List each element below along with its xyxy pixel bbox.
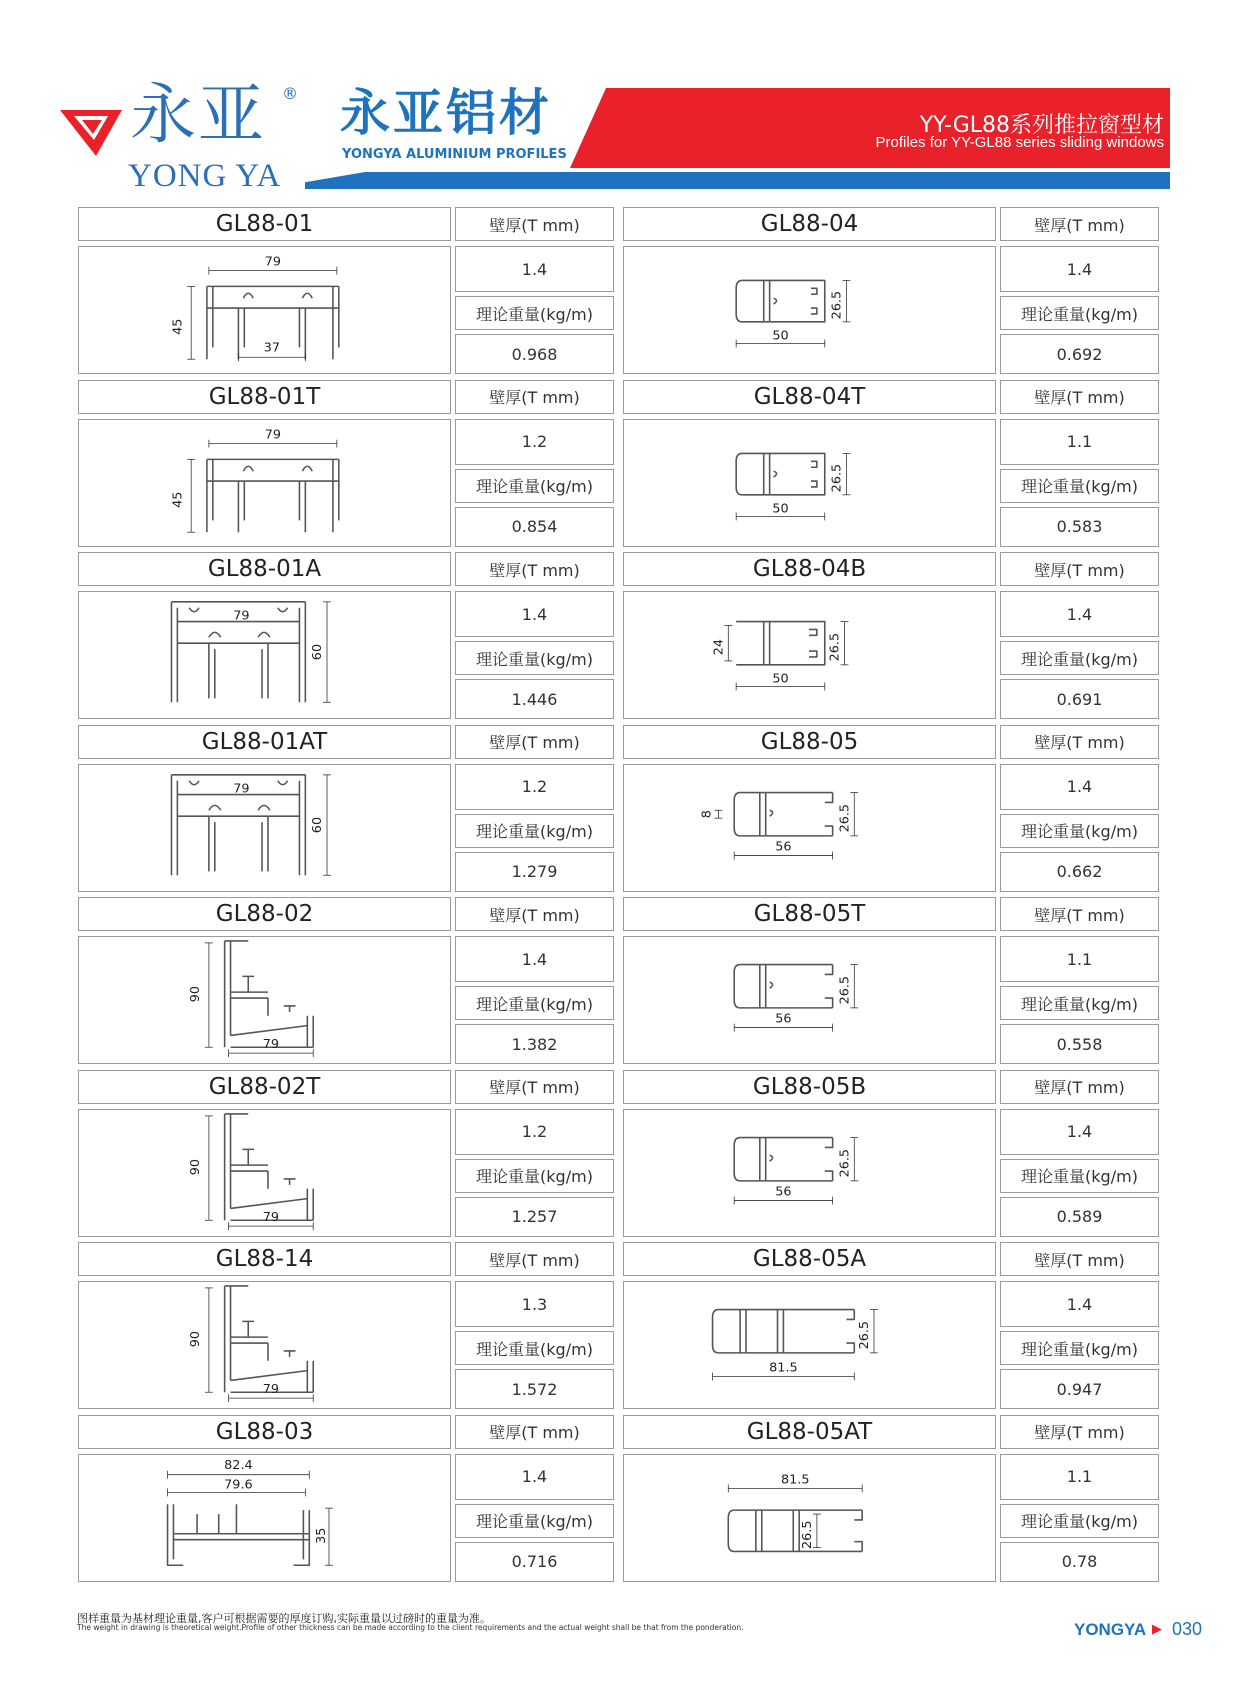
profile-cross-section-gl88-05at — [624, 1455, 995, 1581]
profile-cross-section-gl88-01at — [79, 765, 450, 891]
profile-code-gl88-05at: GL88-05AT — [623, 1415, 996, 1449]
profile-outline — [854, 1510, 862, 1551]
thickness-label: 壁厚(T mm) — [1000, 1415, 1159, 1449]
profile-outline — [728, 1510, 734, 1551]
profile-outline — [770, 810, 773, 816]
thickness-value: 1.4 — [455, 246, 614, 292]
weight-label: 理论重量(kg/m) — [1000, 986, 1159, 1020]
thickness-value: 1.2 — [455, 764, 614, 810]
dimension-label: 79.6 — [224, 1476, 253, 1492]
profile-outline — [238, 308, 244, 359]
weight-label: 理论重量(kg/m) — [1000, 1159, 1159, 1193]
profile-code-gl88-01at: GL88-01AT — [78, 725, 451, 759]
thickness-value: 1.1 — [1000, 419, 1159, 465]
profile-drawing-gl88-05b — [623, 1109, 996, 1237]
footer-brand: YONGYA — [1074, 1620, 1147, 1639]
profile-outline — [177, 622, 299, 644]
profile-outline — [231, 1149, 268, 1171]
weight-label: 理论重量(kg/m) — [455, 1159, 614, 1193]
profile-outline — [299, 308, 305, 359]
thickness-label: 壁厚(T mm) — [1000, 207, 1159, 241]
profile-drawing-gl88-04 — [623, 246, 996, 374]
profile-code-gl88-04t: GL88-04T — [623, 380, 996, 414]
profile-outline — [207, 286, 339, 308]
dimension-label: 50 — [772, 671, 789, 687]
profile-drawing-gl88-05a — [623, 1281, 996, 1409]
dimension-label: 35 — [314, 1527, 330, 1544]
profile-outline — [825, 965, 833, 1008]
profile-cross-section-gl88-01a — [79, 592, 450, 718]
thickness-label: 壁厚(T mm) — [455, 1242, 614, 1276]
profile-outline — [793, 1510, 799, 1551]
thickness-label: 壁厚(T mm) — [455, 897, 614, 931]
profile-cross-section-gl88-14 — [79, 1282, 450, 1408]
weight-label: 理论重量(kg/m) — [455, 814, 614, 848]
profile-outline — [764, 280, 770, 321]
profile-outline — [736, 622, 825, 665]
profile-outline — [209, 816, 268, 871]
weight-value: 0.589 — [1000, 1197, 1159, 1237]
profile-outline — [231, 976, 268, 998]
profile-drawing-gl88-01 — [78, 246, 451, 374]
brand-title-english: YONGYA ALUMINIUM PROFILES — [342, 147, 567, 162]
dimension-label: 26.5 — [827, 632, 843, 662]
thickness-value: 1.4 — [1000, 246, 1159, 292]
dimension-label: 50 — [772, 501, 789, 517]
profile-code-gl88-01: GL88-01 — [78, 207, 451, 241]
thickness-value: 1.4 — [455, 591, 614, 637]
profile-outline — [333, 286, 339, 359]
profile-outline — [734, 792, 740, 835]
profile-outline — [225, 1113, 249, 1219]
thickness-value: 1.1 — [1000, 936, 1159, 982]
thickness-value: 1.2 — [455, 419, 614, 465]
dimension-label: 79 — [264, 254, 281, 270]
logo-chinese: 永亚 — [130, 76, 266, 153]
profile-code-gl88-05a: GL88-05A — [623, 1242, 996, 1276]
weight-value: 1.279 — [455, 852, 614, 892]
profile-outline — [209, 643, 268, 698]
page-number: 030 — [1172, 1619, 1203, 1639]
weight-label: 理论重量(kg/m) — [455, 1504, 614, 1538]
profile-outline — [734, 1510, 862, 1551]
dimension-label: 82.4 — [224, 1457, 253, 1473]
weight-value: 1.446 — [455, 679, 614, 719]
thickness-value: 1.4 — [1000, 764, 1159, 810]
profile-code-gl88-14: GL88-14 — [78, 1242, 451, 1276]
profile-drawing-gl88-04b — [623, 591, 996, 719]
profile-outline — [774, 471, 777, 477]
dimension-label: 45 — [170, 318, 186, 335]
dimension-label: 60 — [310, 816, 326, 833]
thickness-label: 壁厚(T mm) — [455, 380, 614, 414]
profile-outline — [168, 1504, 310, 1565]
profile-drawing-gl88-01at — [78, 764, 451, 892]
thickness-value: 1.4 — [1000, 1109, 1159, 1155]
profile-outline — [778, 1310, 784, 1353]
profile-outline — [207, 286, 213, 359]
yongya-logo-icon — [60, 110, 122, 160]
dimension-label: 79 — [262, 1209, 280, 1225]
dimension-label: 81.5 — [780, 1472, 810, 1488]
thickness-label: 壁厚(T mm) — [455, 1415, 614, 1449]
weight-value: 0.558 — [1000, 1024, 1159, 1064]
dimension-label: 26.5 — [837, 1148, 853, 1177]
profile-cross-section-gl88-02t — [79, 1110, 450, 1236]
profile-drawing-gl88-01a — [78, 591, 451, 719]
dimension-label: 79 — [262, 1382, 280, 1398]
profile-cross-section-gl88-05b — [624, 1110, 995, 1236]
brand-title-chinese: 永亚铝材 — [340, 84, 552, 142]
profile-code-gl88-05: GL88-05 — [623, 725, 996, 759]
profile-code-gl88-02: GL88-02 — [78, 897, 451, 931]
dimension-label: 90 — [188, 1330, 204, 1348]
thickness-label: 壁厚(T mm) — [1000, 552, 1159, 586]
profile-drawing-gl88-05t — [623, 936, 996, 1064]
profile-outline — [740, 965, 833, 1008]
dimension-label: 79 — [264, 427, 281, 443]
dimension-label: 26.5 — [799, 1520, 815, 1549]
profile-outline — [742, 453, 825, 494]
dimension-label: 90 — [188, 985, 204, 1003]
profile-cross-section-gl88-01 — [79, 247, 450, 373]
profile-outline — [846, 1310, 854, 1353]
thickness-value: 1.4 — [1000, 1281, 1159, 1327]
weight-value: 1.382 — [455, 1024, 614, 1064]
profile-outline — [736, 453, 742, 494]
dimension-label: 60 — [310, 643, 326, 661]
profile-drawing-gl88-05 — [623, 764, 996, 892]
profile-drawing-gl88-01t — [78, 419, 451, 547]
profile-outline — [207, 459, 213, 532]
weight-label: 理论重量(kg/m) — [455, 469, 614, 503]
profile-outline — [238, 481, 244, 532]
profile-outline — [713, 1310, 719, 1353]
weight-value: 1.572 — [455, 1369, 614, 1409]
thickness-label: 壁厚(T mm) — [1000, 1070, 1159, 1104]
thickness-label: 壁厚(T mm) — [455, 552, 614, 586]
thickness-value: 1.2 — [455, 1109, 614, 1155]
weight-label: 理论重量(kg/m) — [1000, 814, 1159, 848]
profile-outline — [825, 792, 833, 835]
weight-value: 1.257 — [455, 1197, 614, 1237]
dimension-label: 79 — [262, 1037, 280, 1053]
profile-drawing-gl88-04t — [623, 419, 996, 547]
profile-outline — [809, 629, 817, 657]
profile-cross-section-gl88-04 — [624, 247, 995, 373]
profile-outline — [764, 453, 770, 494]
weight-value: 0.692 — [1000, 334, 1159, 374]
dimension-label: 8 — [699, 809, 715, 818]
profile-outline — [742, 280, 825, 321]
profile-outline — [177, 794, 299, 816]
profile-outline — [207, 459, 339, 481]
weight-value: 0.947 — [1000, 1369, 1159, 1409]
profile-code-gl88-05b: GL88-05B — [623, 1070, 996, 1104]
thickness-label: 壁厚(T mm) — [455, 1070, 614, 1104]
profile-outline — [760, 965, 766, 1008]
dimension-label: 37 — [263, 340, 281, 356]
profile-code-gl88-04b: GL88-04B — [623, 552, 996, 586]
weight-value: 0.78 — [1000, 1542, 1159, 1582]
series-title-english: Profiles for YY-GL88 series sliding windows — [875, 134, 1164, 151]
dimension-label: 45 — [170, 491, 186, 508]
profile-outline — [333, 459, 339, 532]
profile-outline — [756, 1510, 762, 1551]
dimension-label: 56 — [775, 1011, 792, 1027]
weight-label: 理论重量(kg/m) — [455, 1331, 614, 1365]
footer-note-english: The weight in drawing is theoretical weight.Profile of other thickness can be made according to the client requirements and the actual weight shall be that from the ponderation. — [77, 1623, 744, 1632]
logo-english: YONG YA — [128, 158, 282, 194]
profile-cross-section-gl88-02 — [79, 937, 450, 1063]
weight-value: 0.662 — [1000, 852, 1159, 892]
dimension-label: 24 — [711, 638, 727, 656]
profile-outline — [197, 1504, 309, 1565]
profile-drawing-gl88-02t — [78, 1109, 451, 1237]
profile-outline — [299, 481, 305, 532]
weight-value: 0.716 — [455, 1542, 614, 1582]
profile-outline — [825, 1137, 833, 1180]
weight-label: 理论重量(kg/m) — [1000, 1504, 1159, 1538]
profile-code-gl88-05t: GL88-05T — [623, 897, 996, 931]
dimension-label: 79 — [233, 781, 250, 797]
weight-label: 理论重量(kg/m) — [1000, 1331, 1159, 1365]
profile-outline — [811, 288, 817, 314]
thickness-label: 壁厚(T mm) — [1000, 380, 1159, 414]
thickness-value: 1.4 — [455, 936, 614, 982]
dimension-label: 26.5 — [837, 975, 853, 1005]
profile-outline — [225, 1286, 249, 1392]
dimension-label: 50 — [772, 328, 789, 344]
profile-outline — [734, 1137, 740, 1180]
profile-outline — [231, 1321, 268, 1343]
dimension-label: 79 — [233, 608, 250, 624]
profile-outline — [770, 982, 773, 988]
thickness-label: 壁厚(T mm) — [455, 207, 614, 241]
weight-label: 理论重量(kg/m) — [1000, 296, 1159, 330]
thickness-value: 1.1 — [1000, 1454, 1159, 1500]
profile-cross-section-gl88-05a — [624, 1282, 995, 1408]
profile-outline — [243, 466, 312, 471]
footer-note-chinese: 图样重量为基材理论重量,客户可根据需要的厚度订购,实际重量以过磅时的重量为准。 — [77, 1612, 491, 1625]
profile-code-gl88-01t: GL88-01T — [78, 380, 451, 414]
profile-outline — [760, 792, 766, 835]
thickness-label: 壁厚(T mm) — [1000, 1242, 1159, 1276]
dimension-label: 26.5 — [829, 290, 845, 320]
series-title-chinese: YY-GL88系列推拉窗型材 — [919, 113, 1164, 138]
dimension-label: 81.5 — [769, 1360, 798, 1376]
thickness-value: 1.4 — [1000, 591, 1159, 637]
profile-outline — [740, 1310, 746, 1353]
weight-value: 0.691 — [1000, 679, 1159, 719]
profile-drawing-gl88-02 — [78, 936, 451, 1064]
thickness-value: 1.3 — [455, 1281, 614, 1327]
dimension-label: 26.5 — [857, 1320, 873, 1350]
dimension-label: 26.5 — [829, 463, 845, 492]
profile-outline — [734, 965, 740, 1008]
profile-drawing-gl88-14 — [78, 1281, 451, 1409]
profile-outline — [243, 293, 312, 298]
profile-outline — [740, 1137, 833, 1180]
profile-outline — [811, 461, 817, 487]
registered-mark: ® — [282, 84, 298, 103]
thickness-label: 壁厚(T mm) — [455, 725, 614, 759]
profile-code-gl88-01a: GL88-01A — [78, 552, 451, 586]
profile-outline — [225, 941, 249, 1047]
thickness-label: 壁厚(T mm) — [1000, 725, 1159, 759]
profile-outline — [740, 792, 833, 835]
profile-outline — [736, 280, 742, 321]
profile-outline — [760, 1137, 766, 1180]
profile-cross-section-gl88-04t — [624, 420, 995, 546]
weight-label: 理论重量(kg/m) — [455, 986, 614, 1020]
profile-code-gl88-02t: GL88-02T — [78, 1070, 451, 1104]
profile-code-gl88-03: GL88-03 — [78, 1415, 451, 1449]
dimension-label: 56 — [775, 1184, 792, 1200]
dimension-label: 90 — [188, 1158, 204, 1175]
profile-cross-section-gl88-03 — [79, 1455, 450, 1581]
profile-drawing-gl88-05at — [623, 1454, 996, 1582]
profile-drawing-gl88-03 — [78, 1454, 451, 1582]
thickness-label: 壁厚(T mm) — [1000, 897, 1159, 931]
profile-code-gl88-04: GL88-04 — [623, 207, 996, 241]
profile-cross-section-gl88-05 — [624, 765, 995, 891]
dimension-label: 56 — [775, 839, 792, 855]
weight-label: 理论重量(kg/m) — [455, 641, 614, 675]
profile-outline — [718, 1310, 854, 1353]
weight-label: 理论重量(kg/m) — [1000, 641, 1159, 675]
profile-outline — [774, 298, 777, 304]
page-arrow-icon: ▶ — [1152, 1622, 1162, 1637]
thickness-value: 1.4 — [455, 1454, 614, 1500]
profile-outline — [764, 622, 770, 665]
page-header — [0, 0, 1244, 200]
profile-outline — [770, 1155, 773, 1161]
profile-cross-section-gl88-04b — [624, 592, 995, 718]
header-divider-bar — [305, 172, 1170, 189]
weight-value: 0.968 — [455, 334, 614, 374]
weight-label: 理论重量(kg/m) — [455, 296, 614, 330]
dimension-label: 26.5 — [837, 803, 853, 832]
profile-cross-section-gl88-01t — [79, 420, 450, 546]
profile-cross-section-gl88-05t — [624, 937, 995, 1063]
weight-value: 0.854 — [455, 507, 614, 547]
weight-value: 0.583 — [1000, 507, 1159, 547]
weight-label: 理论重量(kg/m) — [1000, 469, 1159, 503]
